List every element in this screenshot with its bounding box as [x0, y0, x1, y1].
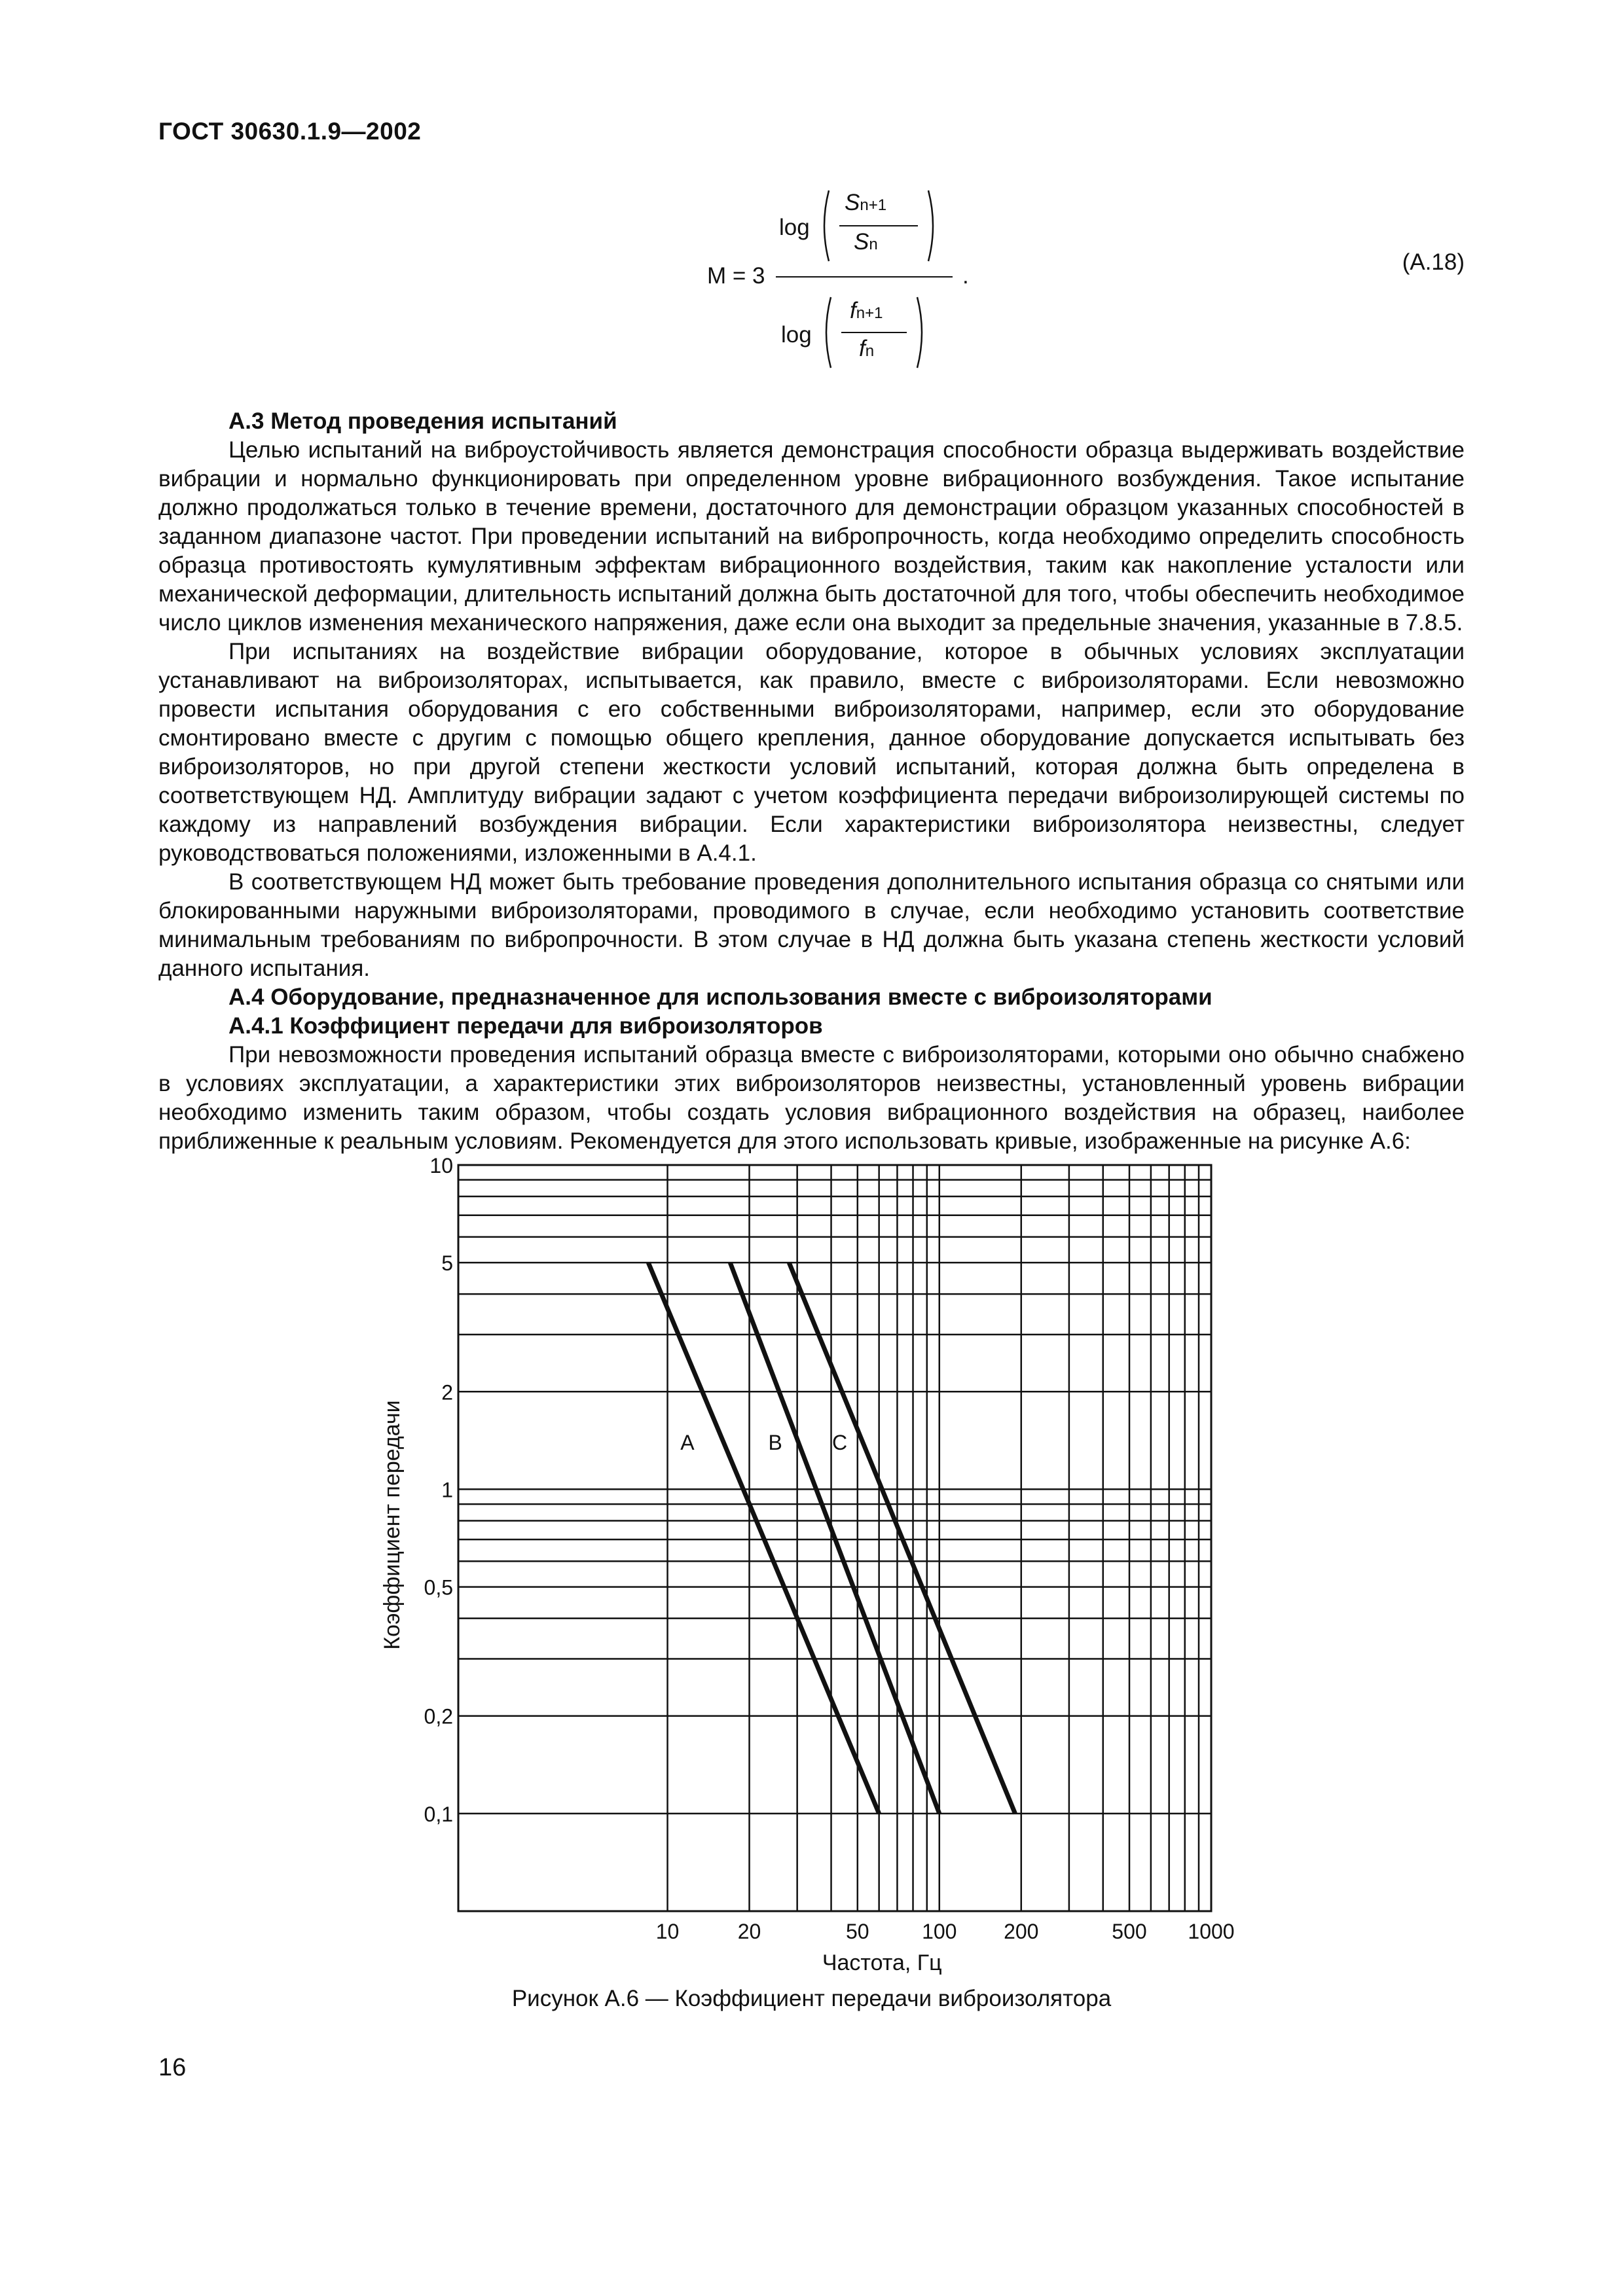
x-tick-label: 200: [1004, 1920, 1039, 1943]
series-label-b: B: [768, 1431, 782, 1455]
section-a3-paragraph-1: Целью испытаний на виброустойчивость является демонстрация способности образца выдерживать воздействие вибрации и нормально функционировать при определенном уровне вибрационного возбуждения. Такое испытание должно продолжаться только в течение времени, достаточного для демонстрации образцом указанных способностей в заданном диапазоне частот. При проведении испытаний на вибропрочность, когда необходимо определить способность образца противостоять кумулятивным эффектам вибрационного воздействия, таким как накопление усталости или механической деформации, длительность испытаний должна быть достаточной для того, чтобы обеспечить необходимое число циклов изменения механического напряжения, даже если она выходит за предельные значения, указанные в 7.8.5.: [158, 437, 1465, 636]
page-number: 16: [158, 2054, 187, 2081]
denominator-log: log: [781, 322, 812, 348]
y-tick-label: 2: [441, 1380, 453, 1405]
section-a4-title: А.4 Оборудование, предназначенное для использования вместе с виброизоляторами: [228, 984, 1213, 1010]
series-label-c: C: [832, 1431, 848, 1455]
section-a41-title: А.4.1 Коэффициент передачи для виброизоляторов: [228, 1013, 823, 1039]
y-tick-label: 0,5: [424, 1575, 453, 1600]
x-tick-label: 1000: [1188, 1920, 1235, 1943]
y-tick-label: 5: [441, 1251, 453, 1276]
document-header: ГОСТ 30630.1.9—2002: [158, 118, 422, 145]
x-tick-label: 100: [922, 1920, 957, 1943]
y-tick-label: 10: [429, 1154, 453, 1177]
series-line-c: [789, 1263, 1015, 1814]
equation-number: (A.18): [1402, 249, 1465, 275]
numerator-top: Sn+1: [845, 190, 887, 215]
numerator-log: log: [779, 215, 810, 240]
denominator-bottom: fn: [859, 336, 875, 361]
series-label-a: A: [680, 1431, 695, 1455]
formula-a18: [687, 183, 969, 393]
x-tick-label: 20: [737, 1920, 761, 1943]
numerator-bottom: Sn: [854, 229, 878, 255]
formula-lhs: M = 3: [707, 263, 765, 289]
y-tick-label: 1: [441, 1478, 453, 1502]
main-fraction-bar: [776, 276, 953, 278]
x-axis-label: Частота, Гц: [822, 1950, 942, 1975]
formula-period: .: [962, 263, 969, 289]
body-text: [158, 407, 1465, 1156]
transmission-coefficient-chart: [367, 1152, 1283, 1977]
section-a3-paragraph-3: В соответствующем НД может быть требование проведения дополнительного испытания образца со снятыми или блокированными наружными виброизоляторами, проводимого в случае, если необходимо установить соответствие минимальным требованиям по вибропрочности. В этом случае в НД должна быть указана степень жесткости условий данного испытания.: [158, 869, 1465, 981]
section-a3-paragraph-2: При испытаниях на воздействие вибрации оборудование, которое в обычных условиях эксплуатации устанавливают на виброизоляторах, испытывается, как правило, вместе с виброизоляторами. Если невозможно провести испытания оборудования с его собственными виброизоляторами, например, если это оборудование смонтировано вместе с другим с помощью общего крепления, данное оборудование допускается испытывать без виброизоляторов, но при другой степени жесткости условий испытаний, которая должна быть определена в соответствующем НД. Амплитуду вибрации задают с учетом коэффициента передачи виброизолирующей системы по каждому из направлений возбуждения вибрации. Если характеристики виброизолятора неизвестны, следует руководствоваться положениями, изложенными в А.4.1.: [158, 639, 1465, 866]
y-tick-label: 0,1: [424, 1802, 453, 1826]
x-tick-label: 50: [845, 1920, 869, 1943]
y-axis-label: Коэффициент передачи: [380, 1400, 405, 1650]
figure-caption: Рисунок А.6 — Коэффициент передачи виброизолятора: [511, 1986, 1112, 2011]
x-tick-label: 500: [1112, 1920, 1147, 1943]
section-a3-title: А.3 Метод проведения испытаний: [228, 408, 617, 434]
denominator-top: fn+1: [850, 298, 883, 323]
section-a41-paragraph-1: При невозможности проведения испытаний образца вместе с виброизоляторами, которыми оно обычно снабжено в условиях эксплуатации, а характеристики этих виброизоляторов неизвестны, установленный уровень вибрации необходимо изменить таким образом, чтобы создать условия вибрационного воздействия на образец, наиболее приближенные к реальным условиям. Рекомендуется для этого использовать кривые, изображенные на рисунке А.6:: [158, 1042, 1465, 1154]
x-tick-label: 10: [655, 1920, 680, 1943]
y-tick-label: 0,2: [424, 1704, 453, 1729]
